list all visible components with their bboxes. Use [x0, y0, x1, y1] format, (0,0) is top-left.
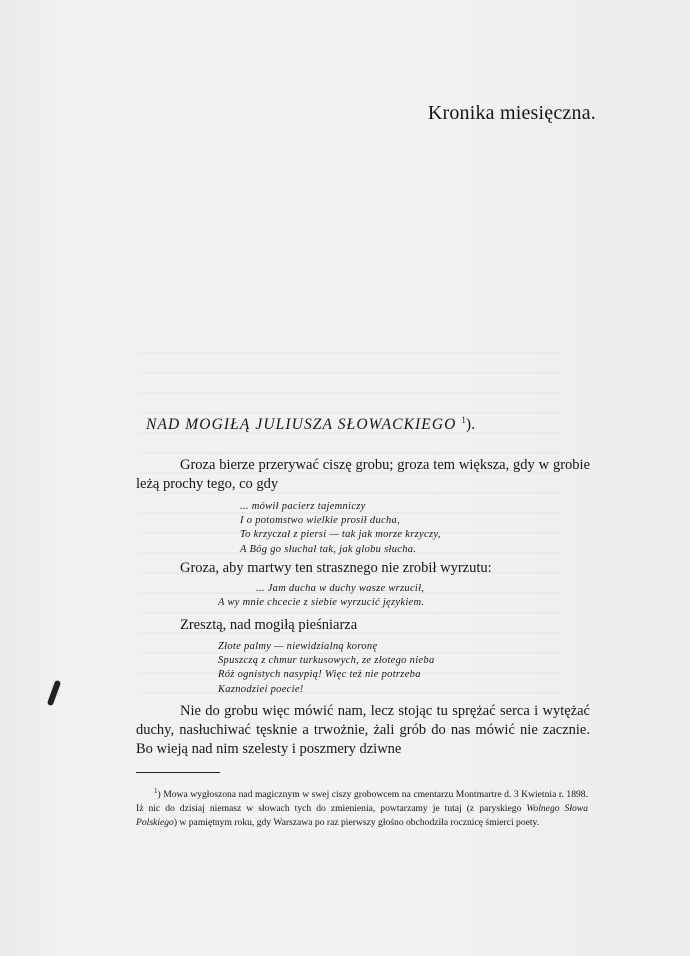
verse-line: I o potomstwo wielkie prosił ducha, [240, 515, 401, 527]
verse-line: A Bóg go słuchał tak, jak globu słucha. [240, 543, 417, 555]
article-title-suffix: ). [465, 416, 475, 434]
verse-1 [240, 500, 441, 557]
section-title: Kronika miesięczna. [427, 102, 596, 124]
paragraph-2: Groza, aby martwy ten strasznego nie zrobił wyrzutu: [180, 560, 492, 576]
footnote-marker: 1 [154, 787, 158, 795]
verse-line: Spuszczą z chmur turkusowych, ze złotego nieba [218, 655, 435, 667]
verse-line: A wy mnie chcecie z siebie wyrzucić językiem. [218, 597, 425, 609]
footnote-text: ) Mowa wygłoszona nad magicznym w swej ciszy grobowcem na cmentarzu Montmartre d. 3 Kwietnia r. 1898. Iż nic do dzisiaj niemasz w słowach tych do zmienienia, powtarzamy je tutaj (z paryskiego [136, 789, 588, 815]
verse-3 [218, 640, 435, 697]
footnote-source-title: Wolnego Słowa Polskiego [136, 803, 588, 829]
footnote [136, 784, 588, 830]
paragraph-1: Groza bierze przerywać ciszę grobu; groza tem większa, gdy w grobie leżą prochy tego, co gdy [136, 457, 590, 492]
article-title-text: NAD MOGIŁĄ JULIUSZA SŁOWACKIEGO [146, 416, 457, 434]
verse-line: To krzyczał z piersi — tak jak morze krzyczy, [240, 529, 441, 541]
footnote-text-end: ) w pamiętnym roku, gdy Warszawa po raz pierwszy głośno obchodziła rocznicę śmierci poety. [173, 817, 540, 829]
article-title [146, 415, 475, 434]
footnote-reference: 1 [461, 415, 466, 425]
paragraph-4: Nie do grobu więc mówić nam, lecz stojąc tu sprężać serca i wytężać duchy, nasłuchiwać tęsknie a trwożnie, żali grób do nas mówić nie zacznie. Bo wieją nad nim szelesty i poszmery dziwne [136, 703, 590, 757]
verse-line: Kaznodziei poecie! [218, 683, 304, 695]
verse-2 [218, 582, 424, 610]
verse-line: ... Jam ducha w duchy wasze wrzucił, [256, 583, 425, 594]
verse-line: Róż ognistych nasypią! Więc też nie potrzeba [218, 669, 421, 681]
ink-mark [47, 680, 62, 706]
footnote-divider [136, 772, 220, 773]
verse-line: Złote palmy — niewidzialną koronę [218, 641, 378, 652]
verse-line: ... mówił pacierz tajemniczy [240, 501, 366, 512]
paragraph-3: Zresztą, nad mogiłą pieśniarza [180, 617, 358, 633]
